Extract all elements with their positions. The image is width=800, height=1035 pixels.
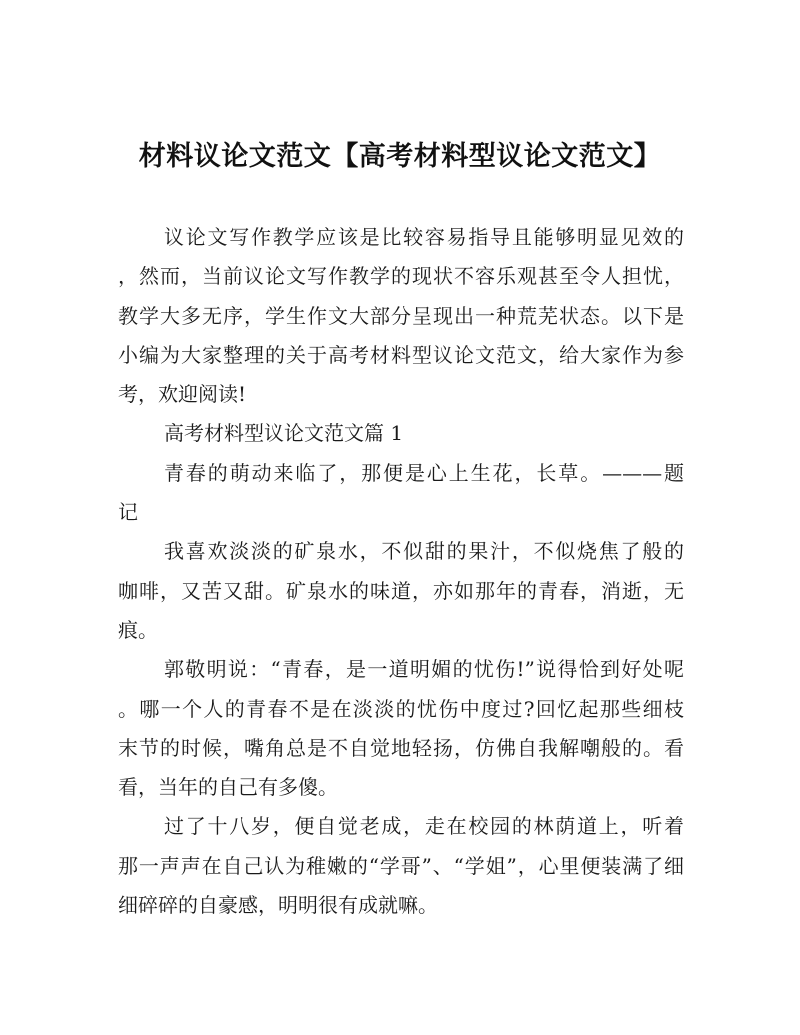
- paragraph-line: 考，欢迎阅读!: [118, 382, 247, 407]
- document-title: 材料议论文范文【高考材料型议论文范文】: [138, 141, 662, 172]
- paragraph-line: 记: [118, 500, 138, 525]
- section-heading: 高考材料型议论文范文篇 1: [164, 421, 404, 446]
- paragraph-line: 咖啡，又苦又甜。矿泉水的味道，亦如那年的青春，消逝，无: [118, 578, 684, 603]
- paragraph-line: 教学大多无序，学生作文大部分呈现出一种荒芜状态。以下是: [118, 303, 684, 328]
- paragraph-line: 。哪一个人的青春不是在淡淡的忧伤中度过?回忆起那些细枝: [118, 696, 684, 721]
- paragraph-line: 细碎碎的自豪感，明明很有成就嘛。: [118, 893, 438, 918]
- paragraph-line: 郭敬明说：“青春，是一道明媚的忧伤!”说得恰到好处呢: [164, 657, 684, 682]
- paragraph-line: 我喜欢淡淡的矿泉水，不似甜的果汁，不似烧焦了般的: [164, 539, 684, 564]
- paragraph-line: 议论文写作教学应该是比较容易指导且能够明显见效的: [164, 225, 684, 249]
- document-body: [118, 218, 684, 925]
- paragraph-line: ，然而，当前议论文写作教学的现状不容乐观甚至令人担忧，: [118, 264, 684, 289]
- paragraph-line: 末节的时候，嘴角总是不自觉地轻扬，仿佛自我解嘲般的。看: [118, 735, 684, 760]
- paragraph-line: 那一声声在自己认为稚嫩的“学哥”、“学姐”，心里便装满了细: [118, 853, 684, 878]
- paragraph-line: 青春的萌动来临了，那便是心上生花，长草。———题: [164, 460, 684, 485]
- paragraph-line: 痕。: [118, 617, 158, 642]
- paragraph-line: 小编为大家整理的关于高考材料型议论文范文，给大家作为参: [118, 342, 684, 367]
- paragraph-line: 过了十八岁，便自觉老成，走在校园的林荫道上，听着: [164, 814, 684, 839]
- paragraph-line: 看，当年的自己有多傻。: [118, 775, 338, 800]
